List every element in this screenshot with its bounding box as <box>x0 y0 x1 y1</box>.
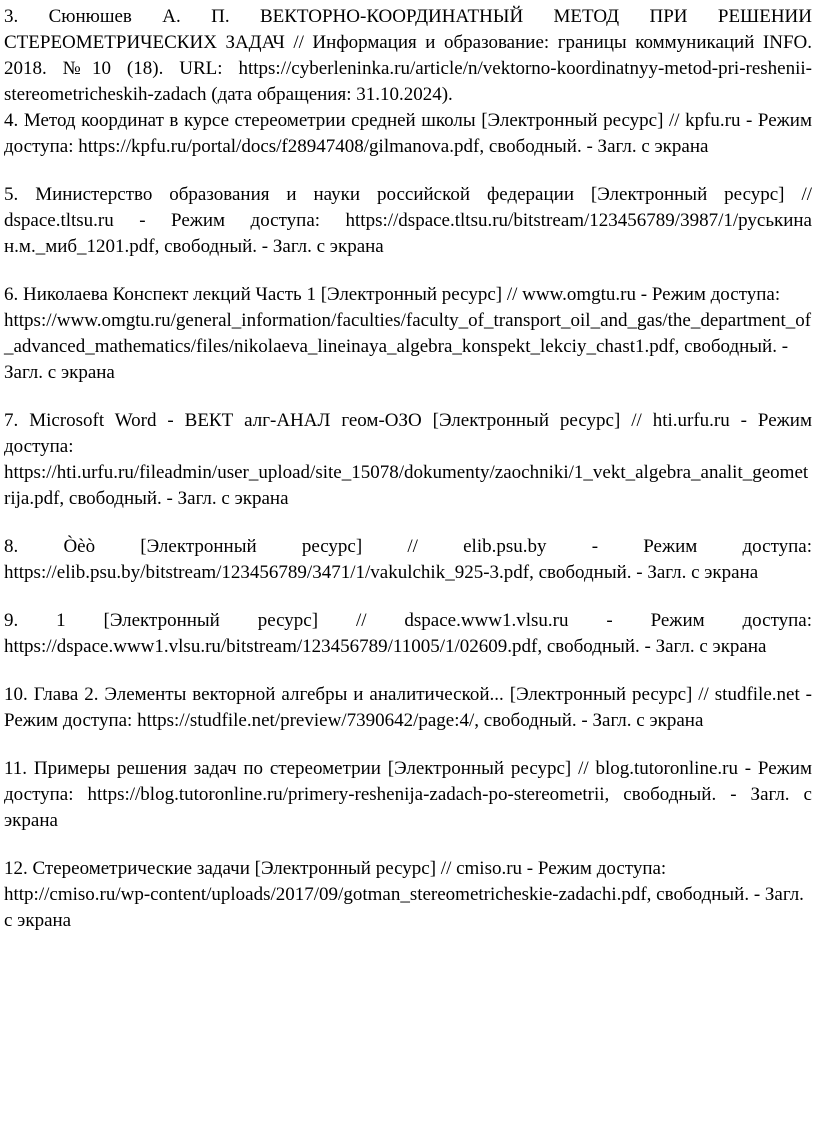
reference-text: Министерство образования и науки российской федерации [Электронный ресурс] // dspace.tltsu.ru - Режим доступа: https://dspace.tltsu.ru/bitstream/123456789/3987/1/руськина н.м._миб_1201.pdf, свободный. - Загл. с экрана <box>4 184 813 257</box>
reference-text: Примеры решения задач по стереометрии [Электронный ресурс] // blog.tutoronline.ru - Режим доступа: https://blog.tutoronline.ru/primery-reshenija-zadach-po-stereometrii, свободный. - Загл. с экрана <box>4 758 812 831</box>
reference-number: 6. <box>4 284 19 305</box>
reference-number: 11. <box>4 758 28 779</box>
reference-item-8 <box>4 534 812 586</box>
reference-number: 3. <box>4 6 19 27</box>
reference-number: 7. <box>4 410 19 431</box>
reference-text: Глава 2. Элементы векторной алгебры и аналитической... [Электронный ресурс] // studfile.net - Режим доступа: https://studfile.net/preview/7390642/page:4/, свободный. - Загл. с экрана <box>4 684 812 731</box>
reference-text: Метод координат в курсе стереометрии средней школы [Электронный ресурс] // kpfu.ru - Режим доступа: https://kpfu.ru/portal/docs/f28947408/gilmanova.pdf, свободный. - Загл. с экрана <box>4 110 813 157</box>
reference-item-3 <box>4 4 812 108</box>
reference-number: 9. <box>4 610 19 631</box>
reference-item-7 <box>4 408 812 512</box>
reference-text: Òèò [Электронный ресурс] // elib.psu.by - Режим доступа: https://elib.psu.by/bitstream/123456789/3471/1/vakulchik_925-3.pdf, свободный. - Загл. с экрана <box>4 536 813 583</box>
reference-item-6 <box>4 282 812 386</box>
reference-item-9 <box>4 608 812 660</box>
reference-item-5 <box>4 182 812 260</box>
reference-number: 10. <box>4 684 28 705</box>
reference-text: Николаева Конспект лекций Часть 1 [Электронный ресурс] // www.omgtu.ru - Режим доступа: https://www.omgtu.ru/general_information/faculties/faculty_of_transport_oil_and_gas/the_department_of_advanced_mathematics/files/nikolaeva_lineinaya_algebra_konspekt_lekciy_chast1.pdf, свободный. - Загл. с экрана <box>4 284 812 383</box>
reference-item-11 <box>4 756 812 834</box>
reference-item-4 <box>4 108 812 160</box>
reference-text: Сюнюшев А. П. ВЕКТОРНО-КООРДИНАТНЫЙ МЕТОД ПРИ РЕШЕНИИ СТЕРЕОМЕТРИЧЕСКИХ ЗАДАЧ // Информация и образование: границы коммуникаций INFO. 2018. №10 (18). URL: https://cyberleninka.ru/article/n/vektorno-koordinatnyy-metod-pri-reshenii-stereometricheskih-zadach (дата обращения: 31.10.2024). <box>4 6 812 105</box>
reference-list <box>4 4 812 934</box>
reference-number: 12. <box>4 858 28 879</box>
reference-text: Microsoft Word - ВЕКТ алг-АНАЛ геом-ОЗО [Электронный ресурс] // hti.urfu.ru - Режим доступа: https://hti.urfu.ru/fileadmin/user_upload/site_15078/dokumenty/zaochniki/1_vekt_algebra_analit_geometrija.pdf, свободный. - Загл. с экрана <box>4 410 812 509</box>
reference-number: 4. <box>4 110 19 131</box>
reference-text: 1 [Электронный ресурс] // dspace.www1.vlsu.ru - Режим доступа: https://dspace.www1.vlsu.ru/bitstream/123456789/11005/1/02609.pdf, свободный. - Загл. с экрана <box>4 610 813 657</box>
reference-text: Стереометрические задачи [Электронный ресурс] // cmiso.ru - Режим доступа: http://cmiso.ru/wp-content/uploads/2017/09/gotman_stereometricheskie-zadachi.pdf, свободный. - Загл. с экрана <box>4 858 804 931</box>
reference-number: 5. <box>4 184 19 205</box>
reference-number: 8. <box>4 536 19 557</box>
reference-item-10 <box>4 682 812 734</box>
reference-item-12 <box>4 856 812 934</box>
